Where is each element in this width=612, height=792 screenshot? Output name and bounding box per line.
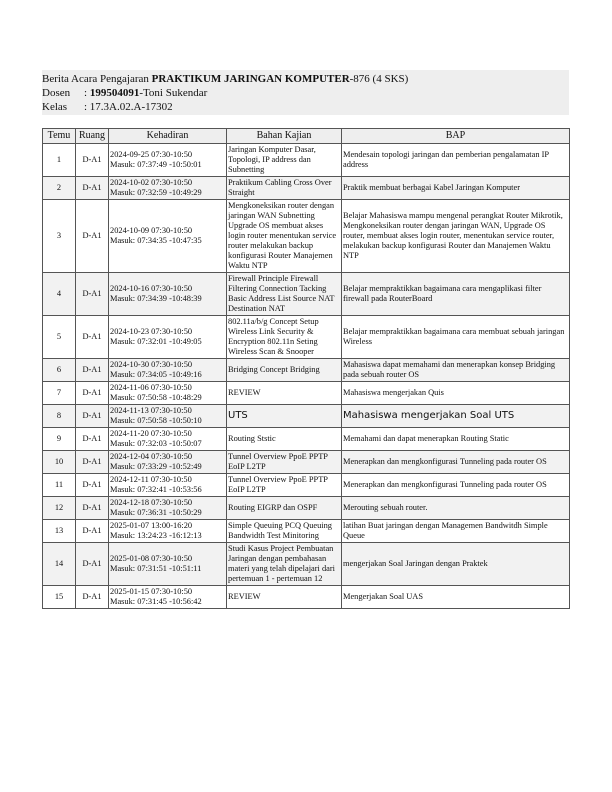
cell-temu: 12 (43, 497, 76, 520)
masuk-text: Masuk: 07:33:29 -10:52:49 (110, 462, 202, 471)
cell-ruang: D-A1 (76, 177, 109, 200)
cell-bahan-kajian: Simple Queuing PCQ Queuing Bandwidth Test Minitoring (227, 520, 342, 543)
jadwal-text: 2025-01-07 13:00-16:20 (110, 521, 193, 530)
cell-bahan-kajian: Praktikum Cabling Cross Over Straight (227, 177, 342, 200)
cell-bap: Memahami dan dapat menerapkan Routing Static (342, 428, 570, 451)
cell-bahan-kajian: UTS (227, 405, 342, 428)
cell-ruang: D-A1 (76, 144, 109, 177)
cell-ruang: D-A1 (76, 359, 109, 382)
cell-temu: 13 (43, 520, 76, 543)
bap-table (42, 128, 570, 609)
cell-bap: latihan Buat jaringan dengan Managemen Bandwitdh Simple Queue (342, 520, 570, 543)
cell-ruang: D-A1 (76, 405, 109, 428)
table-row (43, 359, 570, 382)
cell-temu: 8 (43, 405, 76, 428)
cell-bahan-kajian: Routing Ststic (227, 428, 342, 451)
cell-bahan-kajian: Tunnel Overview PpoE PPTP EoIP L2TP (227, 451, 342, 474)
jadwal-text: 2024-10-09 07:30-10:50 (110, 226, 193, 235)
cell-kehadiran (109, 474, 227, 497)
cell-bahan-kajian: Studi Kasus Project Pembuatan Jaringan dengan pembahasan materi yang telah dipelajari dari pertemuan 1 - pertemuan 12 (227, 543, 342, 586)
table-row (43, 428, 570, 451)
jadwal-text: 2024-10-30 07:30-10:50 (110, 360, 193, 369)
cell-ruang: D-A1 (76, 382, 109, 405)
cell-bap: Mahasiswa mengerjakan Soal UTS (342, 405, 570, 428)
title-line (42, 72, 569, 86)
masuk-text: Masuk: 07:34:05 -10:49:16 (110, 370, 202, 379)
table-row (43, 586, 570, 609)
cell-bahan-kajian: Mengkoneksikan router dengan jaringan WAN Subnetting Upgrade OS membuat akses login router menentukan service router melakukan backup konfigurasi Router Manajemen Waktu NTP (227, 200, 342, 273)
kelas-label: Kelas (42, 101, 68, 113)
dosen-label: Dosen (42, 87, 71, 99)
table-row (43, 382, 570, 405)
cell-bap: mengerjakan Soal Jaringan dengan Praktek (342, 543, 570, 586)
cell-bahan-kajian: Jaringan Komputer Dasar, Topologi, IP address dan Subnetting (227, 144, 342, 177)
masuk-text: Masuk: 07:31:45 -10:56:42 (110, 597, 202, 606)
cell-ruang: D-A1 (76, 200, 109, 273)
course-name: PRAKTIKUM JARINGAN KOMPUTER (151, 73, 350, 85)
table-row (43, 144, 570, 177)
cell-ruang: D-A1 (76, 428, 109, 451)
table-header-row (43, 129, 570, 144)
cell-kehadiran (109, 382, 227, 405)
cell-bahan-kajian: REVIEW (227, 382, 342, 405)
cell-bap: Mendesain topologi jaringan dan pemberian pengalamatan IP address (342, 144, 570, 177)
kelas-value: : 17.3A.02.A-17302 (84, 101, 173, 113)
col-temu: Temu (43, 129, 76, 144)
table-row (43, 316, 570, 359)
cell-temu: 7 (43, 382, 76, 405)
cell-temu: 11 (43, 474, 76, 497)
col-kehadiran: Kehadiran (109, 129, 227, 144)
jadwal-text: 2025-01-15 07:30-10:50 (110, 587, 193, 596)
dosen-sep: : (84, 87, 90, 99)
table-row (43, 474, 570, 497)
kelas-line (42, 100, 569, 114)
cell-bap: Belajar Mahasiswa mampu mengenal perangkat Router Mikrotik, Mengkoneksikan router dengan jaringan WAN, Upgrade OS router, membuat akses login router, menentukan service router, melakukan backup konfigurasi Router dan Manajemen Waktu NTP (342, 200, 570, 273)
dosen-line (42, 86, 569, 100)
masuk-text: Masuk: 13:24:23 -16:12:13 (110, 531, 202, 540)
cell-bap: Mahasiswa dapat memahami dan menerapkan konsep Bridging pada sebuah router OS (342, 359, 570, 382)
cell-kehadiran (109, 359, 227, 382)
cell-bap: Belajar mempraktikkan bagaimana cara mengaplikasi filter firewall pada RouterBoard (342, 273, 570, 316)
cell-kehadiran (109, 177, 227, 200)
masuk-text: Masuk: 07:50:58 -10:50:10 (110, 416, 202, 425)
dosen-id: 199504091 (89, 87, 140, 99)
cell-kehadiran (109, 451, 227, 474)
table-row (43, 177, 570, 200)
cell-temu: 3 (43, 200, 76, 273)
cell-ruang: D-A1 (76, 474, 109, 497)
cell-ruang: D-A1 (76, 543, 109, 586)
cell-ruang: D-A1 (76, 316, 109, 359)
cell-kehadiran (109, 497, 227, 520)
jadwal-text: 2024-10-16 07:30-10:50 (110, 284, 193, 293)
cell-bap: Praktik membuat berbagai Kabel Jaringan Komputer (342, 177, 570, 200)
col-bap: BAP (342, 129, 570, 144)
cell-bahan-kajian: Bridging Concept Bridging (227, 359, 342, 382)
title-prefix: Berita Acara Pengajaran (42, 73, 152, 85)
cell-bap: Menerapkan dan mengkonfigurasi Tunneling pada router OS (342, 451, 570, 474)
table-row (43, 273, 570, 316)
jadwal-text: 2024-11-13 07:30-10:50 (110, 406, 192, 415)
masuk-text: Masuk: 07:32:03 -10:50:07 (110, 439, 202, 448)
cell-temu: 10 (43, 451, 76, 474)
cell-kehadiran (109, 428, 227, 451)
cell-ruang: D-A1 (76, 273, 109, 316)
table-row (43, 451, 570, 474)
cell-kehadiran (109, 316, 227, 359)
masuk-text: Masuk: 07:32:59 -10:49:29 (110, 188, 202, 197)
cell-bahan-kajian: Firewall Principle Firewall Filtering Connection Tacking Basic Address List Source NAT Destination NAT (227, 273, 342, 316)
cell-kehadiran (109, 543, 227, 586)
cell-temu: 14 (43, 543, 76, 586)
masuk-text: Masuk: 07:34:35 -10:47:35 (110, 236, 202, 245)
cell-kehadiran (109, 405, 227, 428)
cell-bap: Menerapkan dan mengkonfigurasi Tunneling pada router OS (342, 474, 570, 497)
cell-kehadiran (109, 273, 227, 316)
cell-temu: 15 (43, 586, 76, 609)
cell-bap: Belajar mempraktikkan bagaimana cara membuat sebuah jaringan Wireless (342, 316, 570, 359)
table-row (43, 543, 570, 586)
jadwal-text: 2024-11-06 07:30-10:50 (110, 383, 192, 392)
cell-ruang: D-A1 (76, 586, 109, 609)
masuk-text: Masuk: 07:50:58 -10:48:29 (110, 393, 202, 402)
cell-ruang: D-A1 (76, 451, 109, 474)
table-row (43, 405, 570, 428)
cell-ruang: D-A1 (76, 520, 109, 543)
masuk-text: Masuk: 07:32:41 -10:53:56 (110, 485, 202, 494)
cell-temu: 9 (43, 428, 76, 451)
jadwal-text: 2024-11-20 07:30-10:50 (110, 429, 192, 438)
table-body (43, 144, 570, 609)
table-row (43, 497, 570, 520)
col-bahan-kajian: Bahan Kajian (227, 129, 342, 144)
cell-temu: 6 (43, 359, 76, 382)
masuk-text: Masuk: 07:31:51 -10:51:11 (110, 564, 202, 573)
cell-bap: Mengerjakan Soal UAS (342, 586, 570, 609)
cell-bahan-kajian: Tunnel Overview PpoE PPTP EoIP L2TP (227, 474, 342, 497)
col-ruang: Ruang (76, 129, 109, 144)
cell-temu: 1 (43, 144, 76, 177)
dosen-name: -Toni Sukendar (139, 87, 208, 99)
cell-temu: 4 (43, 273, 76, 316)
cell-kehadiran (109, 520, 227, 543)
cell-bahan-kajian: Routing EIGRP dan OSPF (227, 497, 342, 520)
cell-bahan-kajian: 802.11a/b/g Concept Setup Wireless Link Security & Encryption 802.11n Seting Wireless Scan & Snooper (227, 316, 342, 359)
cell-bahan-kajian: REVIEW (227, 586, 342, 609)
masuk-text: Masuk: 07:36:31 -10:50:29 (110, 508, 202, 517)
table-row (43, 520, 570, 543)
cell-kehadiran (109, 144, 227, 177)
cell-ruang: D-A1 (76, 497, 109, 520)
table-row (43, 200, 570, 273)
jadwal-text: 2024-09-25 07:30-10:50 (110, 150, 193, 159)
masuk-text: Masuk: 07:37:49 -10:50:01 (110, 160, 202, 169)
jadwal-text: 2025-01-08 07:30-10:50 (110, 554, 193, 563)
jadwal-text: 2024-12-11 07:30-10:50 (110, 475, 192, 484)
document-header (42, 70, 569, 115)
cell-bap: Merouting sebuah router. (342, 497, 570, 520)
cell-kehadiran (109, 586, 227, 609)
jadwal-text: 2024-12-04 07:30-10:50 (110, 452, 193, 461)
jadwal-text: 2024-10-02 07:30-10:50 (110, 178, 193, 187)
cell-temu: 2 (43, 177, 76, 200)
jadwal-text: 2024-12-18 07:30-10:50 (110, 498, 193, 507)
masuk-text: Masuk: 07:34:39 -10:48:39 (110, 294, 202, 303)
cell-bap: Mahasiswa mengerjakan Quis (342, 382, 570, 405)
cell-kehadiran (109, 200, 227, 273)
cell-temu: 5 (43, 316, 76, 359)
course-suffix: -876 (4 SKS) (349, 73, 409, 85)
masuk-text: Masuk: 07:32:01 -10:49:05 (110, 337, 202, 346)
jadwal-text: 2024-10-23 07:30-10:50 (110, 327, 193, 336)
